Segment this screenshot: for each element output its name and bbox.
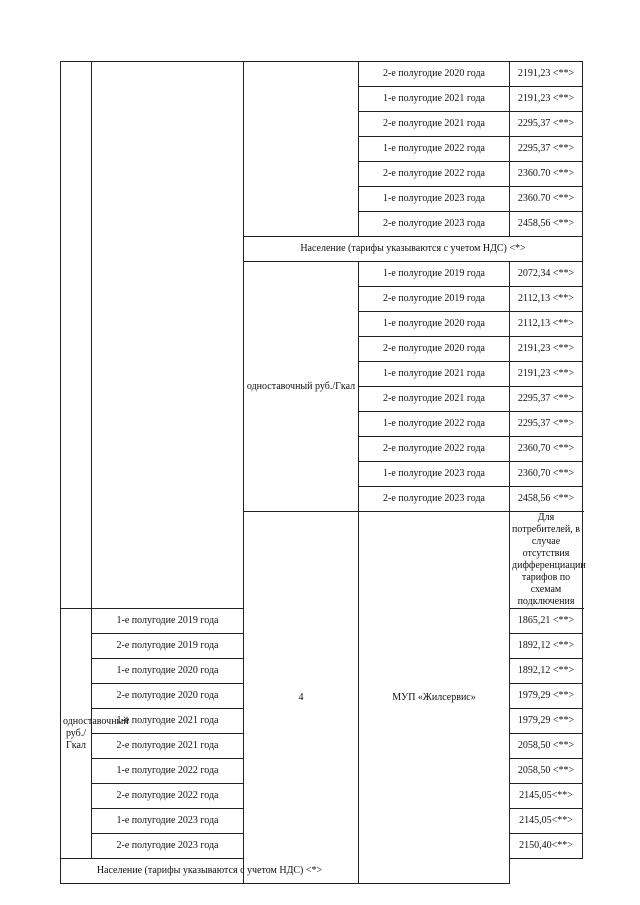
period-cell: 2-е полугодие 2020 года bbox=[92, 684, 244, 709]
consumers-note: Для потребителей, в случае отсутствия дифференциации тарифов по схемам подключения bbox=[510, 512, 583, 609]
value-cell: 2360.70 <**> bbox=[510, 162, 583, 187]
value-cell: 2150,40<**> bbox=[510, 834, 583, 859]
org-name-cell-prev bbox=[92, 62, 244, 609]
value-cell: 1865,21 <**> bbox=[510, 609, 583, 634]
value-cell: 2058,50 <**> bbox=[510, 759, 583, 784]
period-cell: 2-е полугодие 2023 года bbox=[359, 212, 510, 237]
period-cell: 1-е полугодие 2020 года bbox=[359, 312, 510, 337]
period-cell: 2-е полугодие 2019 года bbox=[359, 287, 510, 312]
period-cell: 2-е полугодие 2023 года bbox=[359, 487, 510, 512]
value-cell: 2458,56 <**> bbox=[510, 212, 583, 237]
tariff-type-cell-prev bbox=[244, 62, 359, 237]
value-cell: 1979,29 <**> bbox=[510, 684, 583, 709]
period-cell: 2-е полугодие 2023 года bbox=[92, 834, 244, 859]
value-cell: 2191,23 <**> bbox=[510, 87, 583, 112]
org-name-cell: МУП «Жилсервис» bbox=[359, 512, 510, 884]
population-note: Население (тарифы указываются с учетом НДС) <*> bbox=[61, 859, 359, 884]
value-cell: 2191,23 <**> bbox=[510, 337, 583, 362]
tariff-type-cell: одноставочный руб./Гкал bbox=[61, 609, 92, 859]
period-cell: 1-е полугодие 2022 года bbox=[359, 137, 510, 162]
value-cell: 2191,23 <**> bbox=[510, 62, 583, 87]
period-cell: 1-е полугодие 2023 года bbox=[359, 462, 510, 487]
period-cell: 1-е полугодие 2022 года bbox=[92, 759, 244, 784]
value-cell: 2295,37 <**> bbox=[510, 137, 583, 162]
tariff-type-cell: одноставочный руб./Гкал bbox=[244, 262, 359, 512]
period-cell: 1-е полугодие 2019 года bbox=[359, 262, 510, 287]
period-cell: 1-е полугодие 2019 года bbox=[92, 609, 244, 634]
value-cell: 2145,05<**> bbox=[510, 784, 583, 809]
value-cell: 2112,13 <**> bbox=[510, 287, 583, 312]
period-cell: 1-е полугодие 2020 года bbox=[92, 659, 244, 684]
period-cell: 1-е полугодие 2021 года bbox=[92, 709, 244, 734]
tariff-table bbox=[60, 61, 586, 884]
period-cell: 2-е полугодие 2021 года bbox=[359, 387, 510, 412]
value-cell: 2058,50 <**> bbox=[510, 734, 583, 759]
value-cell: 2295,37 <**> bbox=[510, 412, 583, 437]
value-cell: 1979,29 <**> bbox=[510, 709, 583, 734]
period-cell: 2-е полугодие 2019 года bbox=[92, 634, 244, 659]
period-cell: 1-е полугодие 2021 года bbox=[359, 362, 510, 387]
value-cell: 2145,05<**> bbox=[510, 809, 583, 834]
period-cell: 2-е полугодие 2020 года bbox=[359, 62, 510, 87]
period-cell: 2-е полугодие 2022 года bbox=[92, 784, 244, 809]
value-cell: 2458,56 <**> bbox=[510, 487, 583, 512]
period-cell: 2-е полугодие 2022 года bbox=[359, 437, 510, 462]
value-cell: 2072,34 <**> bbox=[510, 262, 583, 287]
period-cell: 1-е полугодие 2023 года bbox=[359, 187, 510, 212]
org-number-cell: 4 bbox=[244, 512, 359, 884]
value-cell: 2360,70 <**> bbox=[510, 462, 583, 487]
table-row bbox=[61, 62, 583, 87]
value-cell: 2295,37 <**> bbox=[510, 387, 583, 412]
value-cell: 2295,37 <**> bbox=[510, 112, 583, 137]
population-note: Население (тарифы указываются с учетом НДС) <*> bbox=[244, 237, 583, 262]
value-cell: 1892,12 <**> bbox=[510, 634, 583, 659]
period-cell: 1-е полугодие 2021 года bbox=[359, 87, 510, 112]
period-cell: 1-е полугодие 2022 года bbox=[359, 412, 510, 437]
period-cell: 2-е полугодие 2021 года bbox=[359, 112, 510, 137]
value-cell: 2360,70 <**> bbox=[510, 437, 583, 462]
period-cell: 2-е полугодие 2020 года bbox=[359, 337, 510, 362]
value-cell: 2112,13 <**> bbox=[510, 312, 583, 337]
value-cell: 2360.70 <**> bbox=[510, 187, 583, 212]
period-cell: 2-е полугодие 2021 года bbox=[92, 734, 244, 759]
period-cell: 1-е полугодие 2023 года bbox=[92, 809, 244, 834]
period-cell: 2-е полугодие 2022 года bbox=[359, 162, 510, 187]
value-cell: 2191,23 <**> bbox=[510, 362, 583, 387]
org-number-cell-prev bbox=[61, 62, 92, 609]
value-cell: 1892,12 <**> bbox=[510, 659, 583, 684]
